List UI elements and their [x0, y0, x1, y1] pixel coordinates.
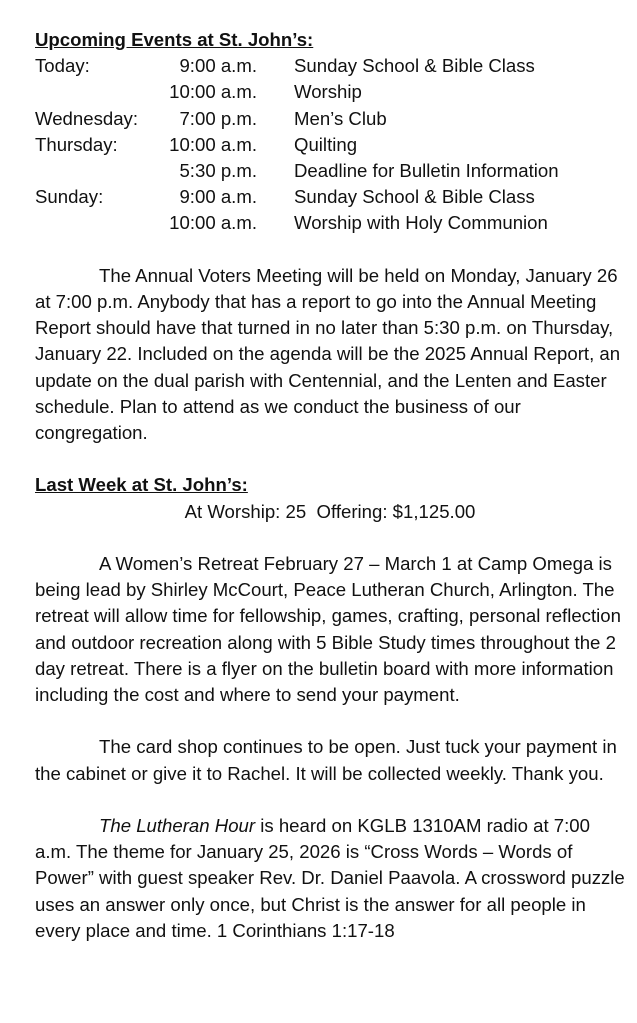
event-row: [35, 79, 625, 105]
event-day: [35, 79, 157, 105]
worship-offering-stats: At Worship: 25 Offering: $1,125.00: [184, 500, 476, 522]
event-description: Deadline for Bulletin Information: [294, 159, 559, 181]
upcoming-events-heading: Upcoming Events at St. John’s:: [35, 29, 314, 50]
event-description: Worship: [294, 81, 362, 103]
event-description: Sunday School & Bible Class: [294, 186, 535, 208]
event-time: 9:00 a.m.: [179, 55, 257, 77]
event-time: 10:00 a.m.: [169, 81, 257, 103]
event-description: Worship with Holy Communion: [294, 212, 548, 234]
event-row: [35, 106, 625, 132]
event-time: 5:30 p.m.: [179, 159, 257, 181]
lutheran-hour-title: The Lutheran Hour: [99, 814, 256, 836]
event-time: 9:00 a.m.: [179, 186, 257, 208]
spacer: [35, 708, 625, 734]
event-row: [35, 53, 625, 79]
event-description: Quilting: [294, 133, 358, 155]
event-time: 10:00 a.m.: [169, 212, 257, 234]
spacer: [35, 446, 625, 472]
event-row: [35, 210, 625, 236]
event-row: [35, 132, 625, 158]
event-description: Men’s Club: [294, 107, 387, 129]
spacer: [35, 525, 625, 551]
lutheran-hour-text: is heard on KGLB 1310AM radio at 7:00 a.m. The theme for January 25, 2026 is “Cross Words – Words of Power” with guest speaker Rev. Dr. Daniel Paavola. A crossword puzzle uses an answer only once, but Christ is the answer for all people in every place and time. 1 Corinthians 1:17-18: [35, 814, 625, 941]
event-day: [35, 158, 157, 184]
spacer: [35, 237, 625, 263]
event-day: Thursday:: [35, 133, 118, 155]
lutheran-hour-paragraph: [35, 813, 625, 944]
card-shop-paragraph: The card shop continues to be open. Just tuck your payment in the cabinet or give it to Rachel. It will be collected weekly. Thank you.: [35, 736, 617, 784]
bulletin-page: [35, 27, 625, 944]
last-week-heading: Last Week at St. John’s:: [35, 474, 248, 496]
event-time: 10:00 a.m.: [169, 133, 257, 155]
event-day: Sunday:: [35, 186, 104, 208]
event-description: Sunday School & Bible Class: [294, 55, 535, 77]
event-row: [35, 184, 625, 210]
event-day: Today:: [35, 55, 90, 77]
event-day: Wednesday:: [35, 107, 139, 129]
event-time: 7:00 p.m.: [179, 107, 257, 129]
event-day: [35, 210, 157, 236]
voters-meeting-paragraph: The Annual Voters Meeting will be held on Monday, January 26 at 7:00 p.m. Anybody that has a report to go into the Annual Meeting Report should have that turned in no later than 5:30 p.m. on Thursday, January 22. Included on the agenda will be the 2025 Annual Report, an update on the dual parish with Centennial, and the Lenten and Easter schedule. Plan to attend as we conduct the business of our congregation.: [35, 264, 621, 443]
events-schedule: [35, 53, 625, 236]
womens-retreat-paragraph: A Women’s Retreat February 27 – March 1 at Camp Omega is being lead by Shirley McCourt, Peace Lutheran Church, Arlington. The retreat will allow time for fellowship, games, crafting, personal reflection and outdoor recreation along with 5 Bible Study times throughout the 2 day retreat. There is a flyer on the bulletin board with more information including the cost and where to send your payment.: [35, 552, 621, 705]
spacer: [35, 787, 625, 813]
event-row: [35, 158, 625, 184]
